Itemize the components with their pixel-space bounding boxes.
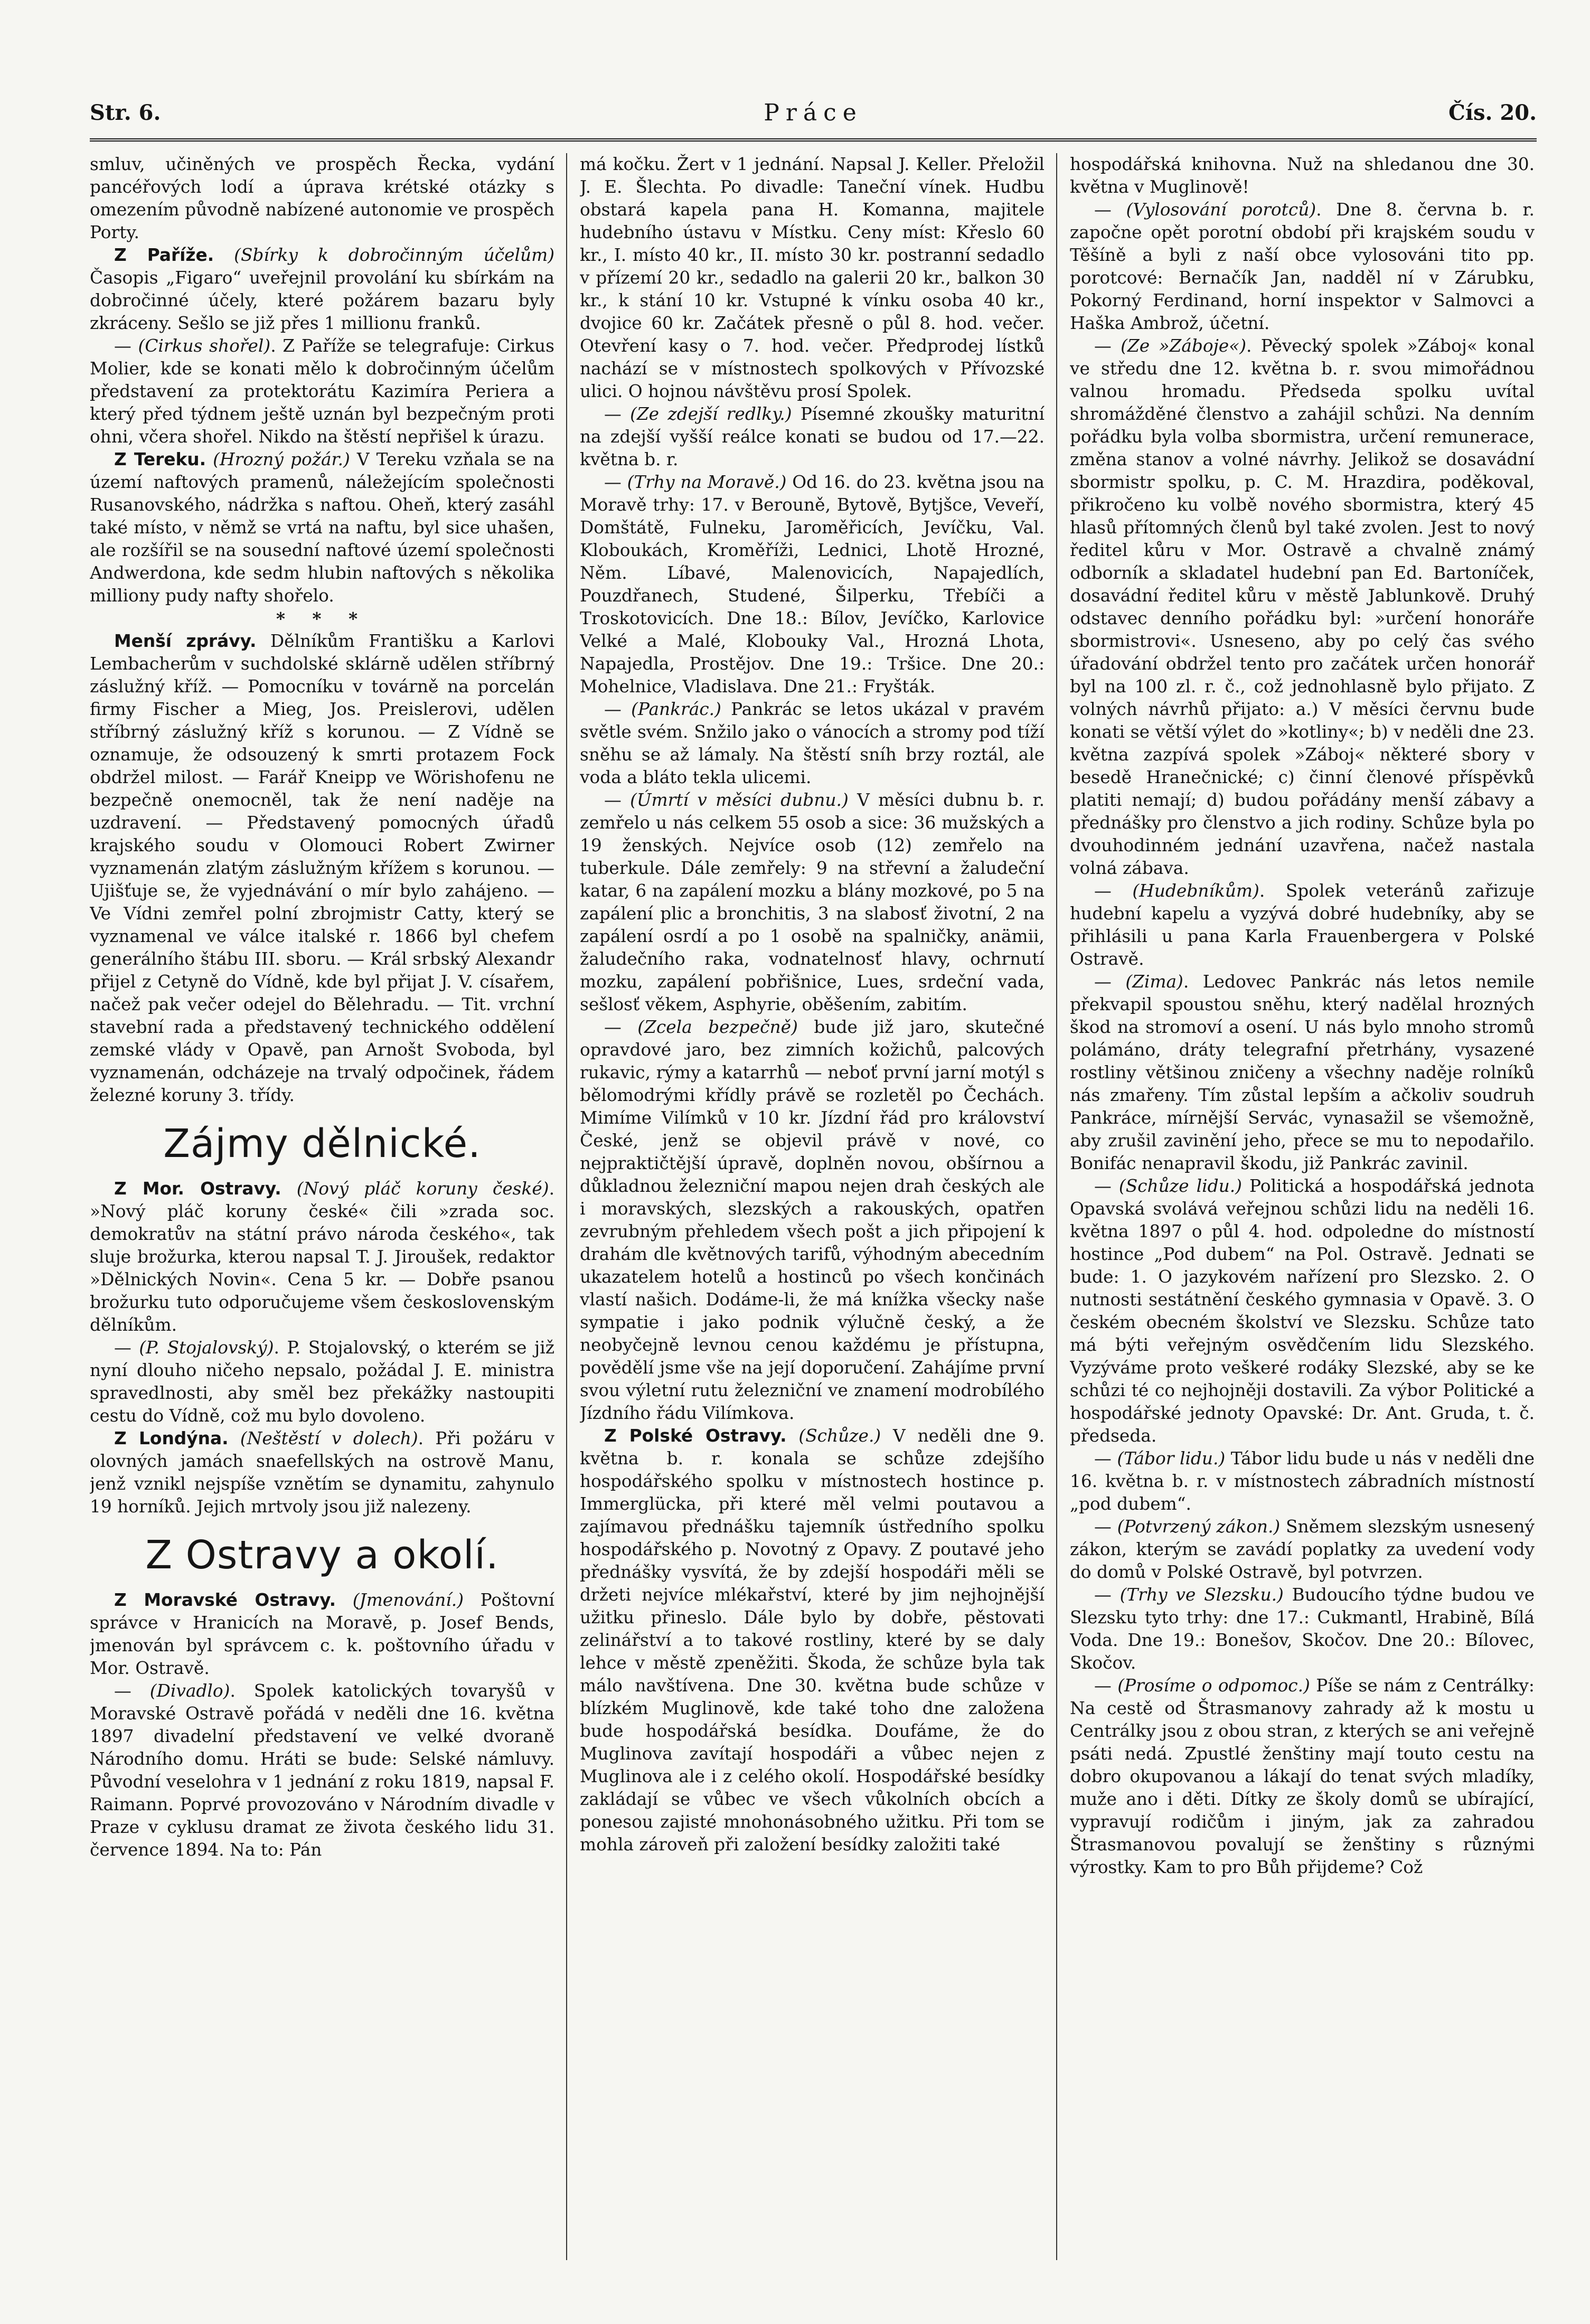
article-paragraph: Z Londýna. (Neštěstí v dolech). Při požáru v olovných jamách snaefellských na ostrově Manu, jenž vznikl nejspíše vznětím se dynamitu, zahynulo 19 horníků. Jejich mrtvoly jsou již nalezeny. xyxy=(90,1428,554,1517)
article-paragraph: — (Ze »Záboje«). Pěvecký spolek »Záboj« konal ve středu dne 12. května b. r. svou mimořádnou valnou hromadu. Předseda spolku uvítal shromážděné členstvo a zahájil schůzi. Na denním pořádku byla volba sbormistra, určení remunerace, změna stanov a volné návrhy. Jelikož se dosavádní sbormistr spolku, p. C. M. Hrazdira, poděkoval, přikročeno ku volbě nového sbormistra, který 45 hlasů přítomných členů byl také zvolen. Jest to nový ředitel kůru v Mor. Ostravě a chvalně známý odborník a skladatel hudební pan Ed. Bartoníček, dosavádní ředitel kůru v městě Jablunkově. Druhý odstavec denního pořádku byl: »určení honoráře sbormistrovi«. Usneseno, aby po celý čas svého úřadování obdržel tento pro začátek určen honorář byl na 100 zl. r. č., což jednohlasně bylo přijato. Z volných návrhů přijato: a.) V měsíci červnu bude konati se větší výlet do »kotliny«; b) v neděli dne 23. května zazpívá spolek »Záboj« některé sbory v besedě Hranečnické; c) činní členové příspěvků platiti nemají; d) budou pořádány menší zábavy a přednášky pro členstvo a jich rodiny. Schůze byla po dvouhodinném jednání uzavřena, načež nastala volná zábava. xyxy=(1070,336,1535,878)
column-2 xyxy=(580,153,1045,2287)
article-paragraph: — (Divadlo). Spolek katolických tovaryšů v Moravské Ostravě pořádá v neděli dne 16. května 1897 divadelní představení ve velké dvoraně Národního domu. Hráti se bude: Selské námluvy. Původní veselohra v 1 jednání z roku 1819, napsal F. Raimann. Poprvé provozováno v Národním divadle v Praze v cyklusu dramat ze života českého lidu 31. července 1894. Na to: Pán xyxy=(90,1681,554,1860)
column-divider-1 xyxy=(566,153,567,2260)
section-heading-ostrava: Z Ostravy a okolí. xyxy=(145,1532,499,1578)
article-paragraph: — (Trhy na Moravě.) Od 16. do 23. května jsou na Moravě trhy: 17. v Berouně, Bytově, Bytjšce, Veveří, Domštátě, Fulneku, Jaroměřicích, Jevíčku, Val. Kloboukách, Kroměříži, Lednici, Lhotě Hrozné, Něm. Líbavé, Malenovicích, Napajedlích, Pouzdřanech, Studené, Šilperku, Třebíči a Troskotovicích. Dne 18.: Bílov, Jevíčko, Karlovice Velké a Malé, Klobouky Val., Hrozná Lhota, Napajedla, Prostějov. Dne 19.: Tršice. Dne 20.: Mohelnice, Vladislava. Dne 21.: Fryšták. xyxy=(580,472,1045,697)
issue-number: Čís. 20. xyxy=(1448,100,1537,125)
header-rule xyxy=(90,138,1537,142)
article-paragraph: má kočku. Žert v 1 jednání. Napsal J. Keller. Přeložil J. E. Šlechta. Po divadle: Taneční vínek. Hudbu obstará kapela pana H. Komanna, majitele hudebního ústavu v Místku. Ceny míst: Křeslo 60 kr., I. místo 40 kr., II. místo 30 kr. postranní sedadlo v přízemí 20 kr., sedadlo na galerii 20 kr., balkon 30 kr., k stání 10 kr. Vstupné k vínku osoba 40 kr., dvojice 60 kr. Začátek přesně o půl 8. hod. večer. Otevření kasy o 7. hod. večer. Předprodej lístků nachází se v místnostech spolkových v Přívozské ulici. O hojnou návštěvu prosí Spolek. xyxy=(580,154,1045,401)
page-number: Str. 6. xyxy=(90,100,161,125)
article-paragraph: — (Zcela bezpečně) bude již jaro, skutečné opravdové jaro, bez zimních kožichů, palcových rukavic, rýmy a katarrhů — neboť první jarní motýl s bělomodrými křídly právě se rozletěl po Čechách. Mimíme Vilímků v 10 kr. Jízdní řád pro království České, jenž se objevil právě v nové, co nejpraktičtější úpravě, doplněn novou, obšírnou a důkladnou železniční mapou nejen drah českých ale i moravských, slezských a rakouských, opatřen zevrubným přehledem všech pošt a jich připojení k drahám dle květnových tarifů, výhodným abecedním ukazatelem hotelů a hostinců po všech končinách vlastí našich. Dodáme-li, že má knížka všecky naše sympatie i jako podnik výlučně český, a že neobyčejně levnou cenou každému je přístupna, povědělí jsme vše na její doporučení. Zahájíme první svou výletní rutu železniční ve znamení modrobílého Jízdního řádu Vilímkova. xyxy=(580,1017,1045,1423)
article-paragraph: hospodářská knihovna. Nuž na shledanou dne 30. května v Muglinově! xyxy=(1070,154,1535,197)
article-paragraph: Z Moravské Ostravy. (Jmenování.) Poštovní správce v Hranicích na Moravě, p. Josef Bends, jmenován byl správcem c. k. poštovního úřadu v Mor. Ostravě. xyxy=(90,1590,554,1678)
article-paragraph: — (Úmrtí v měsíci dubnu.) V měsíci dubnu b. r. zemřelo u nás celkem 55 osob a sice: 36 mužských a 19 ženských. Nejvíce osob (12) zemřelo na tuberkule. Dále zemřely: 9 na střevní a žaludeční katar, 6 na zapálení mozku a blány mozkové, po 5 na zapálení plic a bronchitis, 3 na slabosť životní, 2 na zapálení osrdí a po 1 osobě na spalničky, anämii, žaludečního raka, vodnatelnosť hlavy, ochrnutí mozku, zapálení pobřišnice, Lues, srdeční vada, sešlosť věkem, Asphyrie, oběšením, zabitím. xyxy=(580,790,1045,1014)
article-paragraph: Z Tereku. (Hrozný požár.) V Tereku vzňala se na území naftových pramenů, náležejícím společnosti Rusanovského, nádržka s naftou. Oheň, který zasáhl také místo, v němž se vrtá na naftu, byl sice uhašen, ale rozšířil se na sousední naftové území společnosti Andwerdona, kde sedm hlubin naftových s několika milliony pudy nafty shořelo. xyxy=(90,449,554,606)
column-1 xyxy=(90,153,554,2287)
column-3 xyxy=(1070,153,1535,2287)
newspaper-title: Práce xyxy=(764,99,863,126)
article-paragraph: — (Pankrác.) Pankrác se letos ukázal v pravém světle svém. Snžilo jako o vánocích a stromy pod tíží sněhu se až lámaly. Na štěstí sníh brzy roztál, ale voda a bláto tekla ulicemi. xyxy=(580,699,1045,787)
article-paragraph: — (Vylosování porotců). Dne 8. června b. r. započne opět porotní období při krajském soudu v Těšíně a byli z naší obce vylosováni tito pp. porotcové: Bernačík Jan, nadděl ní v Zárubku, Pokorný Ferdinand, horní inspektor v Salmovci a Haška Ambrož, účetní. xyxy=(1070,200,1535,333)
article-paragraph: — (Cirkus shořel). Z Paříže se telegrafuje: Cirkus Molier, kde se konati mělo k dobročinným účelům představení za protektorátu Kazimíra Periera a který před týdnem ještě uznán byl bezpečným proti ohni, včera shořel. Nikdo na štěstí nepřišel k úrazu. xyxy=(90,336,554,447)
column-divider-2 xyxy=(1056,153,1057,2260)
article-paragraph: Z Mor. Ostravy. (Nový pláč koruny české). »Nový pláč koruny české« čili »zrada soc. demokratův na státní právo národa českého«, tak sluje brožurka, kterou napsal T. J. Jiroušek, redaktor »Dělnických Novin«. Cena 5 kr. — Dobře psanou brožurku tuto odporučujeme všem československým dělníkům. xyxy=(90,1179,554,1335)
article-paragraph: — (Zima). Ledovec Pankrác nás letos nemile překvapil spoustou sněhu, který nadělal hrozných škod na stromoví a osení. U nás bylo mnoho stromů polámáno, dráty telegrafní přetrhány, vysazené rostliny většinou zničeny a všechny naděje rolníků nás zmařeny. Tím zůstal lepším a ačkoliv soudruh Pankráce, mírnější Servác, vynasažil se všemožně, aby zrušil zavinění jeho, přece se mu to nepodařilo. Bonifác nenapravil škodu, již Pankrác zavinil. xyxy=(1070,972,1535,1173)
article-paragraph: — (Prosíme o odpomoc.) Píše se nám z Centrálky: Na cestě od Štrasmanovy zahrady až k mostu u Centrálky jsou z obou stran, z kterých se ani veřejně psáti nedá. Zpustlé ženštiny mají touto cestu na dobro okupovanou a lákají do tenat svých mladíky, muže ano i děti. Dítky ze školy domů se ubírající, vypravují rodičům i jiným, jak za zahradou Štrasmanovou povalují se ženštiny s různými výrostky. Kam to pro Bůh přijdeme? Což xyxy=(1070,1676,1535,1877)
article-paragraph: Z Polské Ostravy. (Schůze.) V neděli dne 9. května b. r. konala se schůze zdejšího hospodářského spolku v místnostech hostince p. Immerglücka, při které měl velmi poutavou a zajímavou přednášku tajemník ústředního spolku hospodářského p. Novotný z Opavy. Z poutavé jeho přednášky vysvítá, že by zdejší hospodáři měli se držeti nejvíce mlékařství, které by jim nejhojnější užitku přineslo. Dále bylo by dobře, pěstovati zelinářství a to takové rostliny, které by se daly lehce v městě zpeněžiti. Škoda, že schůze byla tak málo navštívena. Dne 30. května bude schůze v blízkém Muglinově, kde také toho dne založena bude hospodářská besídka. Doufáme, že do Muglinova zavítají hospodáři a vůbec nejen z Muglinova ale i z celého okolí. Hospodářské besídky zakládají se vůbec ve všech vůkolních obcích a ponesou zajisté mnohonásobného užitku. Při tom se mohla zároveň při založení besídky založiti také xyxy=(580,1426,1045,1855)
page-header xyxy=(90,90,1537,143)
article-paragraph: — (Hudebníkům). Spolek veteránů zařizuje hudební kapelu a vyzývá dobré hudebníky, aby se přihlásili u pana Karla Frauenbergera v Polské Ostravě. xyxy=(1070,881,1535,969)
section-separator: * * * xyxy=(276,608,369,629)
article-paragraph: — (Potvrzený zákon.) Sněmem slezským usnesený zákon, kterým se zavádí poplatky za uvedení vody do domů v Polské Ostravě, byl potvrzen. xyxy=(1070,1517,1535,1582)
article-paragraph: — (Schůze lidu.) Politická a hospodářská jednota Opavská svolává veřejnou schůzi lidu na neděli 16. května 1897 o půl 4. hod. odpoledne do místností hostince „Pod dubem“ na Pol. Ostravě. Jednati se bude: 1. O jazykovém nařízení pro Slezsko. 2. O nutnosti sestátnění českého gymnasia v Opavě. 3. O českém obecném školství ve Slezsku. Schůze tato má býti veřejným osvědčením lidu Slezského. Vyzýváme proto veškeré rodáky Slezské, aby se ke schůzi té co nejhojněji dostavili. Za výbor Politické a hospodářské jednoty Opavské: Dr. Ant. Gruda, t. č. předseda. xyxy=(1070,1176,1535,1446)
article-paragraph: — (Trhy ve Slezsku.) Budoucího týdne budou ve Slezsku tyto trhy: dne 17.: Cukmantl, Hrabině, Bílá Voda. Dne 19.: Bonešov, Skočov. Dne 20.: Bílovec, Skočov. xyxy=(1070,1585,1535,1673)
article-paragraph: — (Ze zdejší redlky.) Písemné zkoušky maturitní na zdejší vyšší reálce konati se budou od 17.—22. května b. r. xyxy=(580,404,1045,469)
article-paragraph: — (Tábor lidu.) Tábor lidu bude u nás v neděli dne 16. května b. r. v místnostech zábradních místností „pod dubem“. xyxy=(1070,1448,1535,1514)
article-paragraph: Menší zprávy. Dělníkům Františku a Karlovi Lembacherům v suchdolské sklárně udělen stříbrný záslužný kříž. — Pomocníku v továrně na porcelán firmy Fischer a Mieg, Jos. Preislerovi, udělen stříbrný záslužný kříž s korunou. — Z Vídně se oznamuje, že odsouzený k smrti protazem Fock obdržel milost. — Farář Kneipp ve Wörishofenu ne bezpečně onemocněl, tak že není naděje na uzdravení. — Představený pomocných úřadů krajského soudu v Olomouci Robert Zwirner vyznamenán zlatým záslužným křížem s korunou. — Ujišťuje se, že vyjednávání o mír bylo zahájeno. — Ve Vídni zemřel polní zbrojmistr Catty, který se vyznamenal ve válce italské r. 1866 byl chefem generálního štábu III. sboru. — Král srbský Alexandr přijel z Cetyně do Vídně, kde byl přijat J. V. císařem, načež pak večer odejel do Bělehradu. — Tit. vrchní stavební rada a představený technického oddělení zemské vlády v Opavě, pan Arnošt Svoboda, byl vyznamenán, odcházeje na trvalý odpočinek, řádem železné koruny 3. třídy. xyxy=(90,631,554,1105)
article-paragraph: Z Paříže. (Sbírky k dobročinným účelům) Časopis „Figaro“ uveřejnil provolání ku sbírkám na dobročinné účely, které požárem bazaru byly zkráceny. Sešlo se již přes 1 millionu franků. xyxy=(90,245,554,333)
article-paragraph: smluv, učiněných ve prospěch Řecka, vydání pancéřových lodí a úprava krétské otázky s omezením původně nabízené autonomie ve prospěch Porty. xyxy=(90,154,554,242)
section-heading-zajmy: Zájmy dělnické. xyxy=(163,1121,481,1166)
article-paragraph: — (P. Stojalovský). P. Stojalovský, o kterém se již nyní dlouho ničeho nepsalo, požádal J. E. ministra spravedlnosti, aby směl bez překážky nastoupiti cestu do Vídně, což mu bylo dovoleno. xyxy=(90,1338,554,1426)
